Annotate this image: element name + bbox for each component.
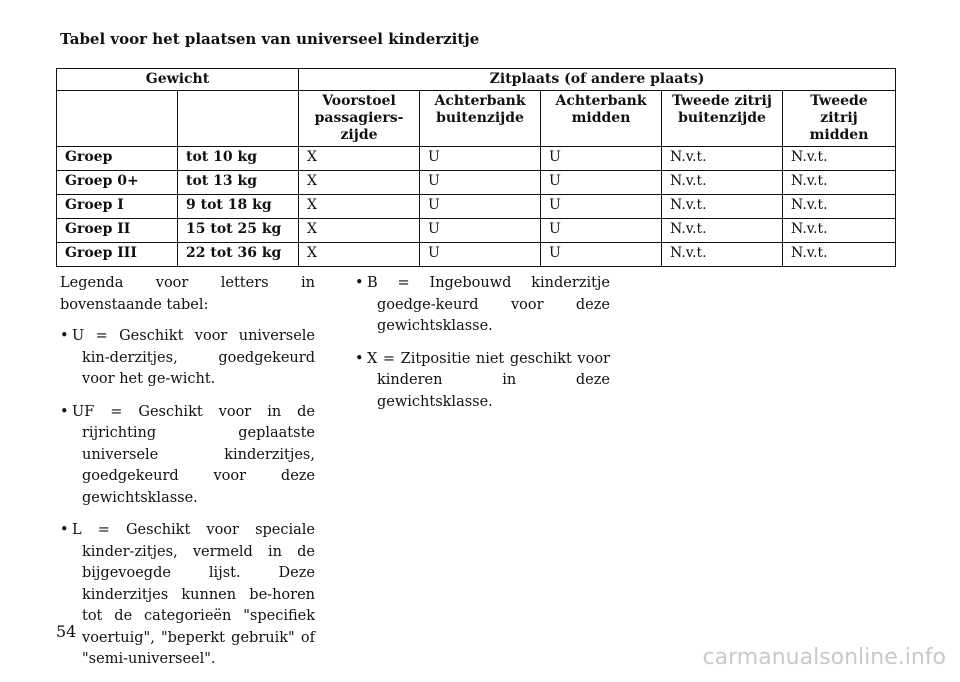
seat-cell: U [420,219,541,243]
seat-cell: U [541,195,662,219]
table-row [57,243,896,267]
column-header: Tweede zitrij buitenzijde [662,91,783,147]
seat-cell: N.v.t. [662,195,783,219]
bullet-dot: • [355,275,364,291]
group-cell: Groep 0+ [57,171,178,195]
seat-cell: X [299,195,420,219]
table-row [57,171,896,195]
table-subheader-row [57,91,896,147]
legend-item [355,273,610,338]
weight-cell: 15 tot 25 kg [178,219,299,243]
seat-cell: N.v.t. [662,171,783,195]
seat-cell: X [299,219,420,243]
legend-item [60,520,315,671]
bullet-dot: • [355,350,364,367]
seat-cell: N.v.t. [662,147,783,171]
watermark: carmanualsonline.info [702,645,946,670]
seat-cell: N.v.t. [662,243,783,267]
seat-cell: U [541,243,662,267]
legend-item-text: UF = Geschikt voor in de rijrichting geplaatste universele kinderzitjes, goedgekeurd voor deze gewichtsklasse. [72,403,315,506]
group-cell: Groep I [57,195,178,219]
page-title: Tabel voor het plaatsen van universeel kinderzitje [60,30,480,48]
column-header: Tweede zitrij midden [783,91,896,147]
group-cell: Groep [57,147,178,171]
seat-cell: N.v.t. [783,195,896,219]
header-weight: Gewicht [57,69,299,91]
table-header-row [57,69,896,91]
seat-cell: N.v.t. [783,147,896,171]
table-row [57,195,896,219]
legend-item [60,326,315,391]
seat-cell: X [299,243,420,267]
seat-cell: U [420,171,541,195]
subheader-empty [178,91,299,147]
table-row [57,147,896,171]
weight-cell: tot 10 kg [178,147,299,171]
legend-item [60,402,315,510]
legend-item-text: L = Geschikt voor speciale kinder-zitjes, vermeld in de bijgevoegde lijst. Deze kinderzitjes kunnen be-horen tot de categorieën "specifiek voertuig", "beperkt gebruik" of "semi-universeel". [72,522,315,667]
seat-cell: N.v.t. [783,171,896,195]
header-seat: Zitplaats (of andere plaats) [299,69,896,91]
legend-item-text: X = Zitpositie niet geschikt voor kinderen in deze gewichtsklasse. [367,350,610,410]
seat-cell: U [420,147,541,171]
subheader-empty [57,91,178,147]
group-cell: Groep III [57,243,178,267]
weight-cell: 22 tot 36 kg [178,243,299,267]
bullet-dot: • [60,403,69,420]
seat-table [56,68,896,267]
table-row [57,219,896,243]
legend-left-column [60,273,315,682]
table-body [57,147,896,267]
seat-cell: U [420,243,541,267]
column-header: Voorstoel passagiers-zijde [299,91,420,147]
bullet-dot: • [60,328,69,344]
bullet-dot: • [60,522,69,538]
legend-item-text: B = Ingebouwd kinderzitje goedge-keurd voor deze gewichtsklasse. [367,275,610,334]
column-header: Achterbank buitenzijde [420,91,541,147]
legend-right-column [355,273,610,424]
seat-cell: N.v.t. [783,243,896,267]
legend-intro: Legenda voor letters in bovenstaande tabel: [60,275,315,313]
seat-cell: U [420,195,541,219]
seat-cell: U [541,219,662,243]
seat-cell: U [541,171,662,195]
weight-cell: tot 13 kg [178,171,299,195]
seat-cell: N.v.t. [783,219,896,243]
legend-item-text: U = Geschikt voor universele kin-derzitjes, goedgekeurd voor het ge-wicht. [72,328,315,387]
group-cell: Groep II [57,219,178,243]
page-number: 54 [56,622,77,641]
weight-cell: 9 tot 18 kg [178,195,299,219]
seat-cell: U [541,147,662,171]
legend-item [355,349,610,414]
seat-cell: X [299,171,420,195]
seat-cell: X [299,147,420,171]
seat-cell: N.v.t. [662,219,783,243]
column-header: Achterbank midden [541,91,662,147]
